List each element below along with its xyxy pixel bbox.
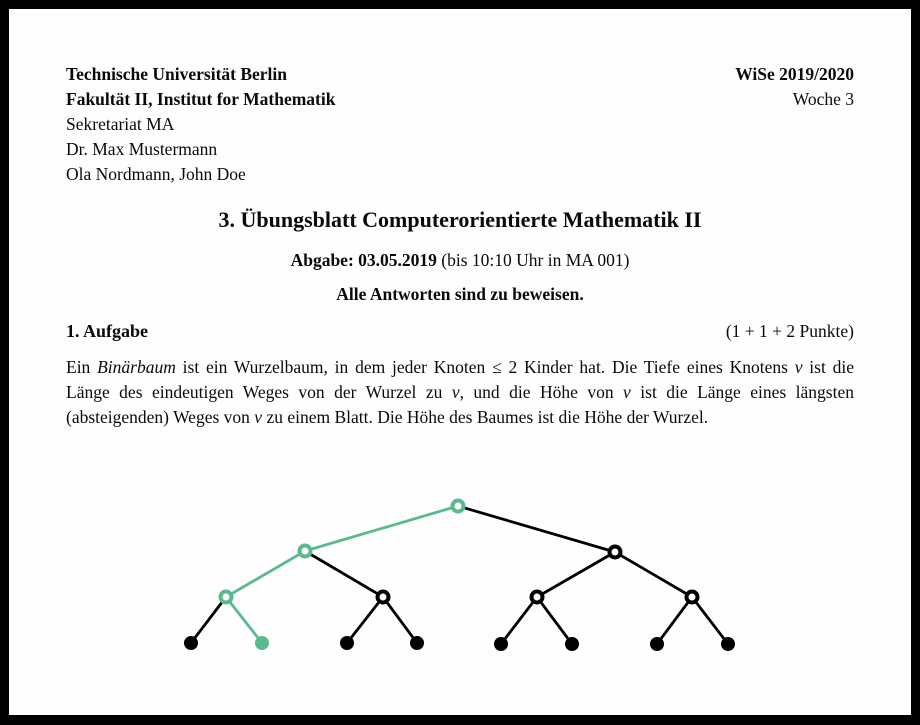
text-run: Fakultät II, Institut for Mathematik bbox=[66, 89, 336, 109]
text-run: ist ein Wurzelbaum, in dem jeder Knoten ≤ 2 Kinder hat. Die Tiefe eines Knotens bbox=[175, 357, 795, 377]
assistant-names bbox=[66, 162, 335, 187]
week-label bbox=[735, 87, 854, 112]
text-run: WiSe 2019/2020 bbox=[735, 64, 854, 84]
text-run: v bbox=[794, 357, 803, 377]
header-semester-block bbox=[735, 62, 854, 112]
text-run: v bbox=[451, 382, 460, 402]
lecturer-name bbox=[66, 137, 335, 162]
text-run: v bbox=[623, 382, 631, 402]
faculty-name bbox=[66, 87, 335, 112]
text-run: , und die Höhe von bbox=[459, 382, 624, 402]
text-run: Ein bbox=[66, 357, 98, 377]
text-run: Technische Universität Berlin bbox=[66, 64, 288, 84]
document-header bbox=[66, 62, 854, 187]
institution-name bbox=[66, 62, 335, 87]
text-run: Abgabe: 03.05.2019 bbox=[290, 250, 437, 270]
text-run: Ola Nordmann, John Doe bbox=[66, 164, 246, 184]
text-run: zu einem Blatt. Die Höhe des Baumes ist die Höhe der Wurzel. bbox=[262, 407, 709, 427]
submission-deadline-line bbox=[66, 248, 854, 273]
text-run: Sekretariat MA bbox=[66, 114, 175, 134]
exercise-points: (1 + 1 + 2 Punkte) bbox=[725, 321, 854, 341]
text-run: ist die Länge eines längsten (absteigenden) Weges von bbox=[66, 382, 854, 427]
sheet-title: 3. Übungsblatt Computerorientierte Mathematik II bbox=[218, 207, 702, 232]
text-run: Woche 3 bbox=[792, 89, 854, 109]
exercise-sheet-page bbox=[9, 9, 911, 715]
exercise-label: 1. Aufgabe bbox=[66, 321, 149, 341]
exercise-heading-row bbox=[66, 319, 854, 344]
semester-label bbox=[735, 62, 854, 87]
exercise-text-paragraph bbox=[66, 355, 854, 430]
secretariat bbox=[66, 112, 335, 137]
text-run: ist die Länge des eindeutigen Weges von der Wurzel zu bbox=[66, 357, 854, 402]
header-institution-block bbox=[66, 62, 335, 187]
text-run: Binärbaum bbox=[97, 357, 176, 377]
text-run: (bis 10:10 Uhr in MA 001) bbox=[436, 250, 630, 270]
text-run: Dr. Max Mustermann bbox=[66, 139, 218, 159]
text-run: v bbox=[254, 407, 263, 427]
proof-notice-line: Alle Antworten sind zu beweisen. bbox=[336, 284, 584, 304]
